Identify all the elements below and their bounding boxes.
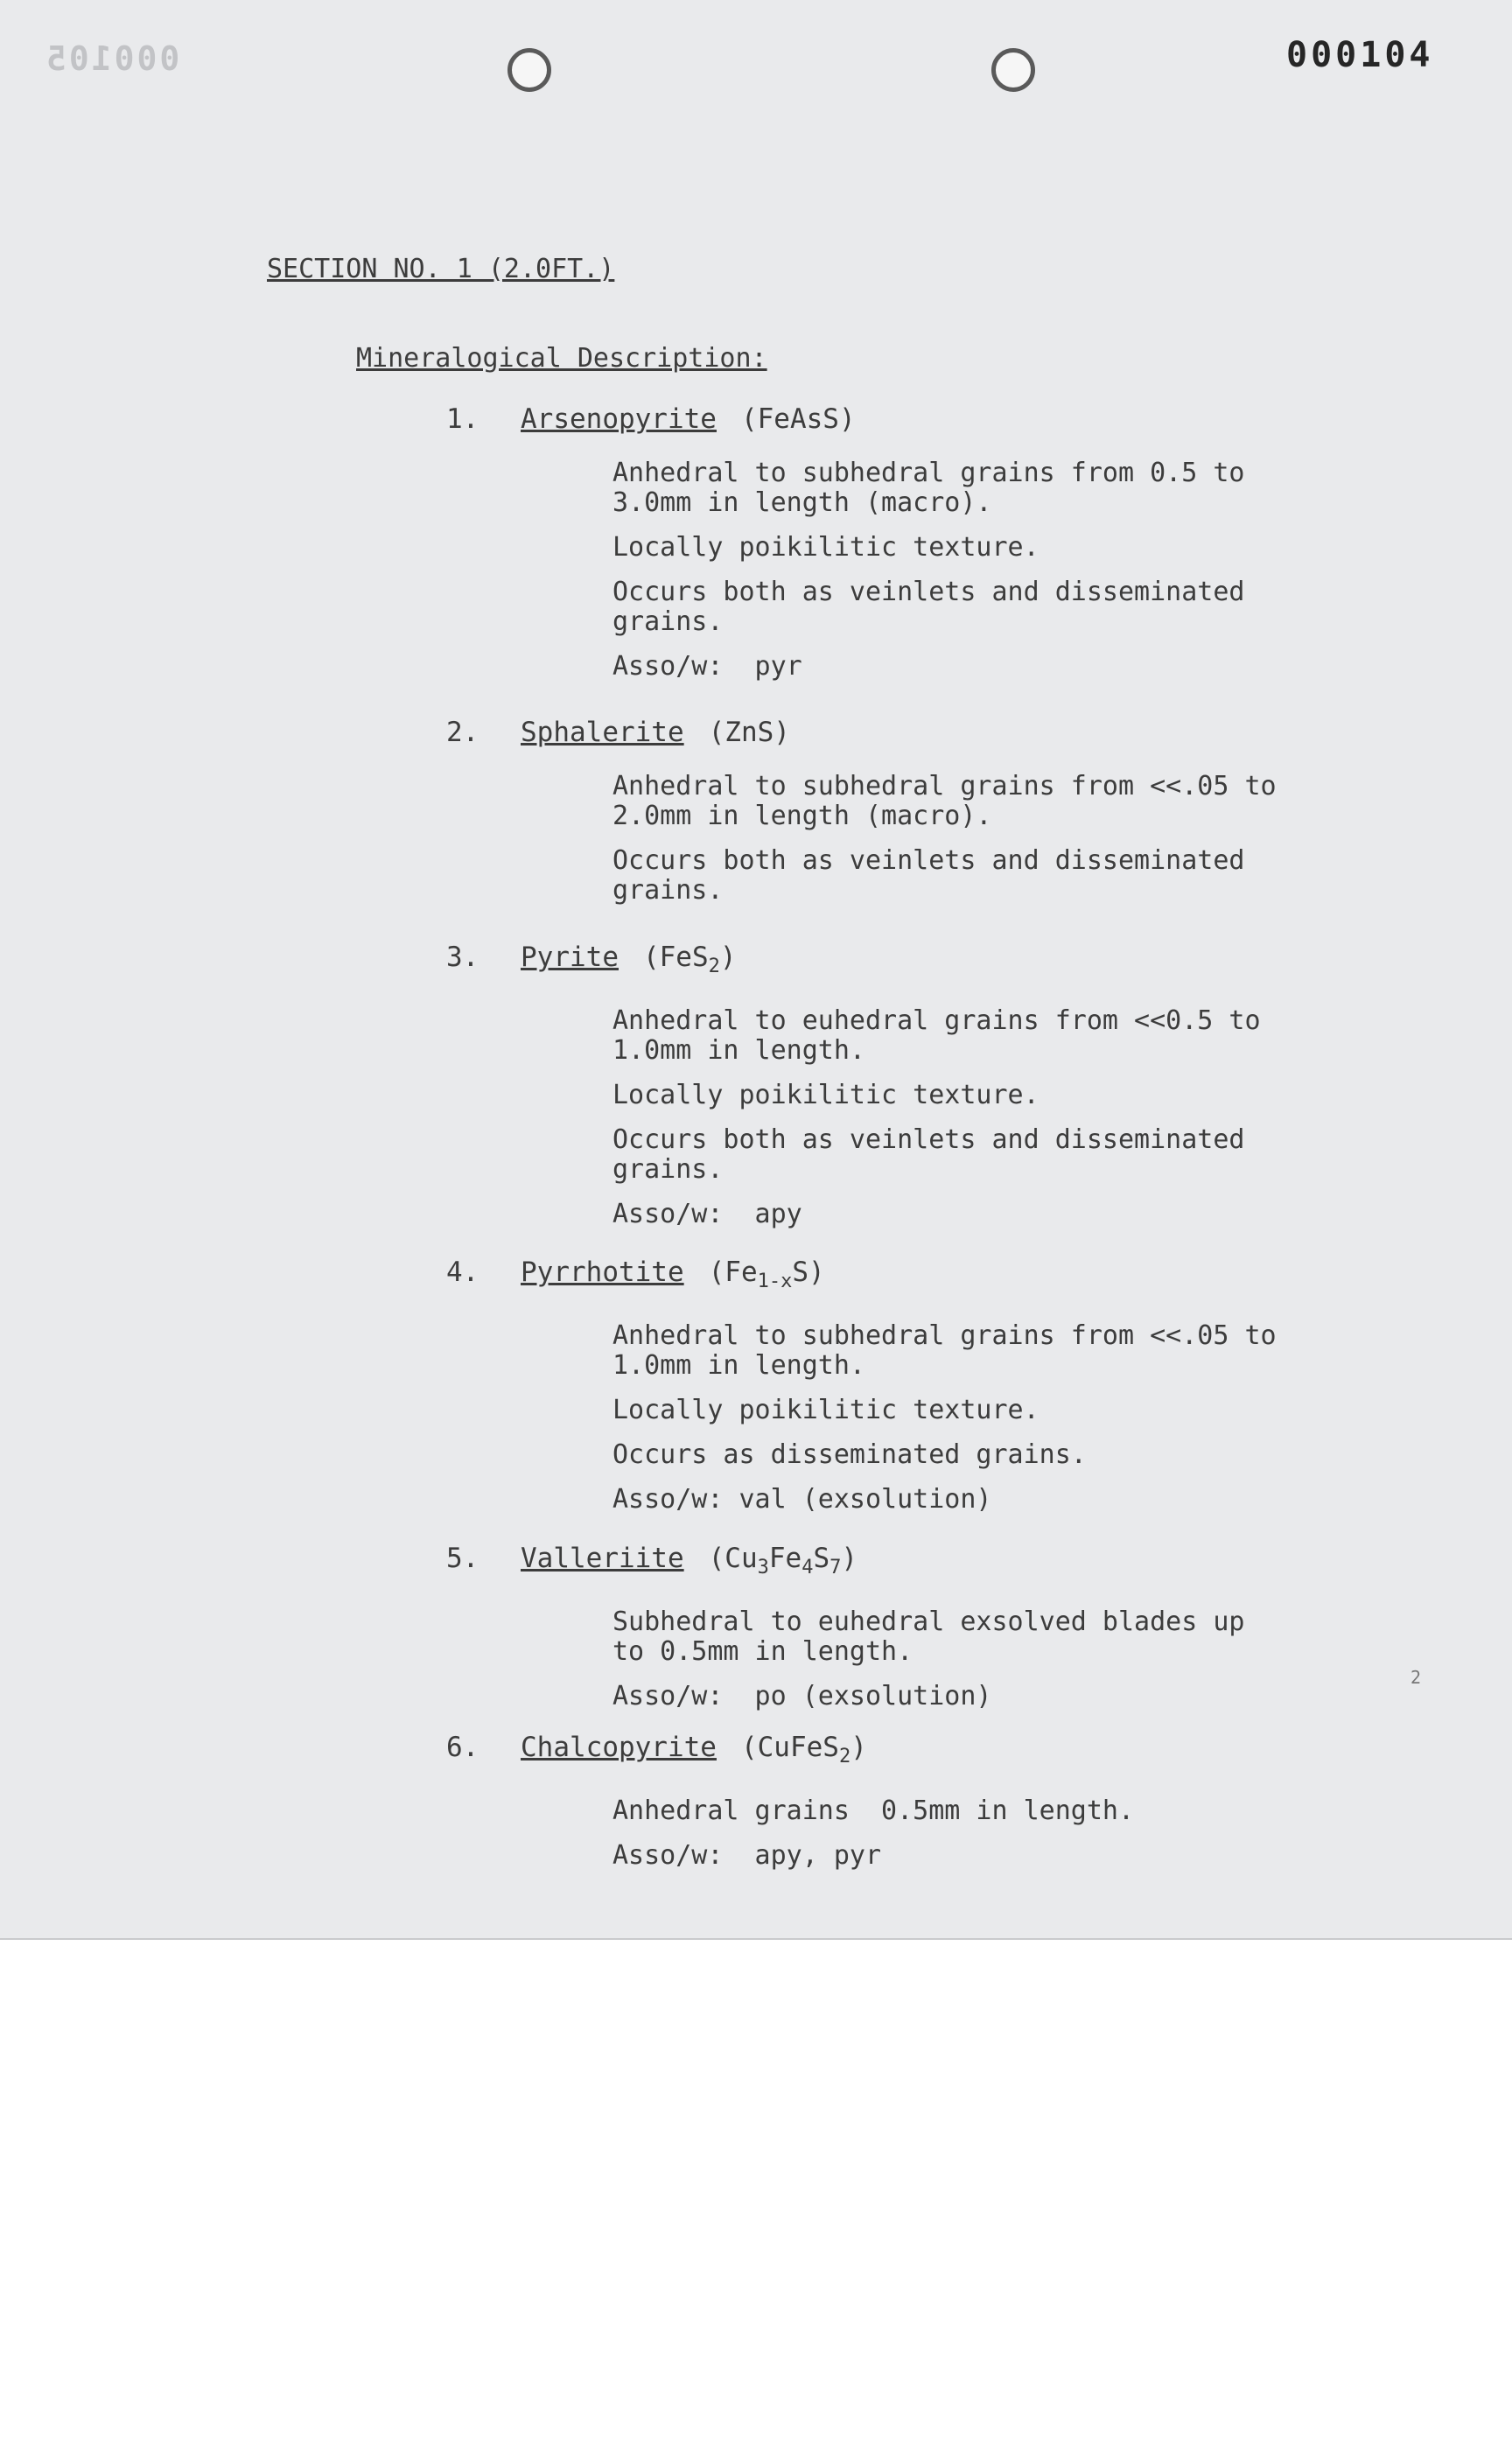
mineral-heading [446,1542,1452,1585]
mineral-name: Pyrite [521,942,619,973]
description-line: Asso/w: po (exsolution) [612,1681,992,1712]
mineral-heading [446,1256,1452,1298]
mineral-name: Arsenopyrite [521,403,717,435]
description-line: Anhedral to subhedral grains from 0.5 to 3.0mm in length (macro). [612,458,1245,518]
mineral-formula: $(Cu_3Fe_4S_7)$ [708,1543,858,1579]
description-line: Asso/w: val (exsolution) [612,1484,992,1516]
mineral-number: 3. [446,942,480,973]
mineral-description [612,1321,1452,1515]
section-title: SECTION NO. 1 (2.0FT.) [267,254,615,284]
mineral-description [612,1607,1452,1712]
description-line: Asso/w: pyr [612,651,802,682]
description-line: Anhedral to subhedral grains from <<.05 to 2.0mm in length (macro). [612,771,1277,831]
mineral-description [612,1006,1452,1229]
mineral-heading [446,1731,1452,1774]
mineral-heading [446,402,1452,436]
mineral-entry-pyrite [446,941,1452,1244]
mineral-entry-pyrrhotite [446,1256,1452,1530]
description-line: Anhedral grains 0.5mm in length. [612,1796,1135,1827]
mineral-entry-valleriite [446,1542,1452,1726]
description-line: Locally poikilitic texture. [612,532,1040,563]
mineral-formula: (CuFeS$_2$) [740,1732,867,1768]
mineral-heading [446,716,1452,749]
mineral-name: Chalcopyrite [521,1732,717,1763]
mineral-description [612,458,1452,682]
description-line: Anhedral to euhedral grains from <<0.5 to 1.0mm in length. [612,1005,1261,1067]
description-line: Locally poikilitic texture. [612,1395,1040,1426]
description-line: Subhedral to euhedral exsolved blades up to 0.5mm in length. [612,1606,1245,1668]
mineral-number: 1. [446,403,480,435]
mineral-entry-chalcopyrite [446,1731,1452,1886]
mineral-formula: $(Fe_{1-x}S)$ [708,1256,825,1293]
punch-hole-right [991,48,1035,92]
mineral-formula: (FeS$_2$) [642,942,737,978]
mineral-name: Sphalerite [521,717,684,748]
mineral-number: 2. [446,717,480,748]
description-line: Asso/w: apy, pyr [612,1840,882,1872]
mineral-heading [446,941,1452,984]
punch-hole-left [508,48,551,92]
mineral-number: 5. [446,1543,480,1574]
mineral-entry-sphalerite [446,716,1452,920]
mineral-number: 6. [446,1732,480,1763]
mineral-number: 4. [446,1256,480,1288]
mineral-formula: (FeAsS) [740,403,856,435]
description-line: Occurs as disseminated grains. [612,1439,1087,1471]
mineral-entry-arsenopyrite [446,402,1452,696]
description-line: Anhedral to subhedral grains from <<.05 to 1.0mm in length. [612,1320,1277,1382]
mineralogical-description-heading: Mineralogical Description: [356,343,767,374]
margin-mark: 2 [1410,1667,1422,1688]
mineral-description [612,1796,1452,1871]
description-line: Asso/w: apy [612,1199,802,1230]
mineral-description [612,772,1452,906]
description-line: Occurs both as veinlets and disseminated grains. [612,577,1245,637]
mineral-name: Valleriite [521,1543,684,1574]
description-line: Occurs both as veinlets and disseminated grains. [612,845,1245,906]
description-line: Locally poikilitic texture. [612,1080,1040,1111]
mineral-formula: (ZnS) [708,717,790,748]
page-number: 000104 [1286,35,1434,75]
description-line: Occurs both as veinlets and disseminated grains. [612,1124,1245,1186]
mineral-name: Pyrrhotite [521,1256,684,1288]
bleed-through-page-number: 000105 [44,39,180,78]
